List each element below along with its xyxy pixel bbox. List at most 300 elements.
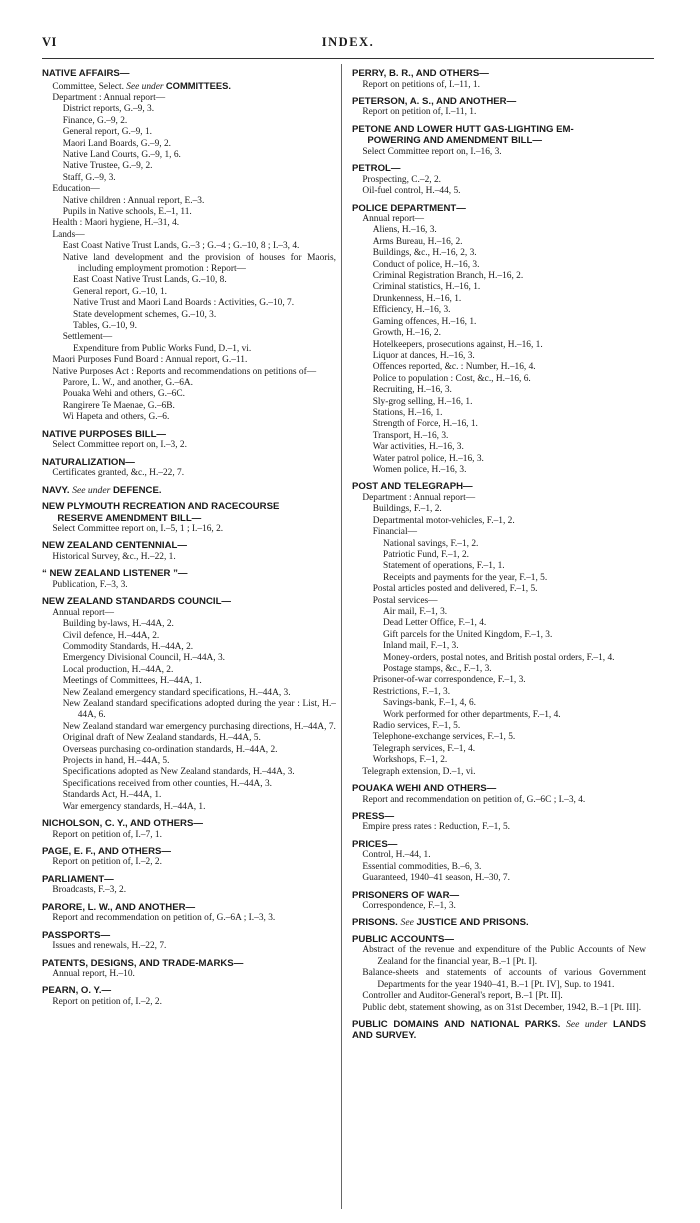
index-entry bbox=[352, 203, 646, 477]
index-line bbox=[352, 561, 646, 572]
entry-heading bbox=[42, 68, 336, 80]
line-text: Broadcasts, F.–3, 2. bbox=[52, 885, 127, 896]
index-line bbox=[352, 408, 646, 419]
entry-heading bbox=[42, 568, 336, 580]
index-line bbox=[352, 698, 646, 709]
index-line bbox=[42, 389, 336, 400]
index-line bbox=[352, 305, 646, 316]
line-text: Sly-grog selling, H.–16, 1. bbox=[372, 396, 473, 407]
index-line bbox=[42, 173, 336, 184]
line-text: Receipts and payments for the year, F.–1, 5. bbox=[383, 572, 548, 583]
line-text: Projects in hand, H.–44A, 5. bbox=[62, 756, 170, 766]
line-text: Report and recommendation on petition of, G.–6A ; I.–3, 3. bbox=[52, 913, 276, 924]
line-text: Air mail, F.–1, 3. bbox=[383, 606, 448, 617]
line-text: New Zealand standard specifications adopted during the year : List, H.–44A, 6. bbox=[62, 698, 336, 721]
index-line bbox=[42, 332, 336, 343]
index-line bbox=[352, 755, 646, 766]
line-text: Police to population : Cost, &c., H.–16, 6. bbox=[372, 373, 531, 384]
line-text: Parore, L. W., and another, G.–6A. bbox=[62, 378, 194, 389]
line-text: Controller and Auditor-General's report, B.–1 [Pt. II]. bbox=[362, 991, 563, 1002]
index-line bbox=[352, 340, 646, 351]
line-text: Publication, F.–3, 3. bbox=[52, 579, 128, 590]
line-text: Drunkenness, H.–16, 1. bbox=[372, 293, 462, 304]
index-line bbox=[42, 790, 336, 801]
index-entry bbox=[42, 457, 336, 480]
index-line bbox=[352, 795, 646, 806]
index-entry bbox=[42, 874, 336, 897]
index-line bbox=[352, 596, 646, 607]
index-line bbox=[42, 412, 336, 423]
heading-text: PRESS— bbox=[352, 810, 395, 822]
index-line bbox=[352, 862, 646, 873]
index-line bbox=[42, 524, 336, 535]
see-reference: See bbox=[400, 917, 414, 929]
line-text: District reports, G.–9, 3. bbox=[62, 104, 155, 115]
heading-text: POUAKA WEHI AND OTHERS— bbox=[352, 783, 497, 795]
heading-text: NEW ZEALAND STANDARDS COUNCIL— bbox=[42, 596, 232, 608]
entry-heading bbox=[42, 846, 336, 858]
line-text: Efficiency, H.–16, 3. bbox=[372, 305, 451, 316]
line-text: Offences reported, &c. : Number, H.–16, 4. bbox=[372, 362, 536, 373]
index-line bbox=[42, 631, 336, 642]
page-number: VI bbox=[42, 35, 57, 49]
index-line bbox=[352, 493, 646, 504]
index-line bbox=[352, 607, 646, 618]
index-line bbox=[42, 619, 336, 630]
index-entry bbox=[42, 930, 336, 953]
index-line bbox=[352, 175, 646, 186]
index-line bbox=[42, 321, 336, 332]
line-text: Water patrol police, H.–16, 3. bbox=[372, 453, 484, 464]
line-text: Inland mail, F.–1, 3. bbox=[383, 641, 459, 652]
index-line bbox=[352, 968, 646, 991]
heading-text: PARLIAMENT— bbox=[42, 873, 114, 885]
index-line bbox=[352, 721, 646, 732]
line-text: Prospecting, C.–2, 2. bbox=[362, 174, 441, 185]
index-line bbox=[42, 802, 336, 813]
line-text: Recruiting, H.–16, 3. bbox=[372, 385, 452, 396]
heading-text: PETROL— bbox=[352, 163, 401, 175]
index-line bbox=[42, 885, 336, 896]
line-text: Strength of Force, H.–16, 1. bbox=[372, 419, 478, 430]
entry-heading bbox=[42, 958, 336, 970]
line-text: Department : Annual report— bbox=[52, 92, 166, 103]
line-text: Select Committee report on, I.–3, 2. bbox=[52, 440, 187, 451]
index-line bbox=[42, 184, 336, 195]
index-line bbox=[42, 552, 336, 563]
heading-text: PASSPORTS— bbox=[42, 929, 111, 941]
index-line bbox=[352, 873, 646, 884]
line-text: Native land development and the provision of houses for Maoris, including employment promotion : Report— bbox=[62, 252, 336, 274]
line-text: Native children : Annual report, E.–3. bbox=[62, 195, 205, 206]
index-line bbox=[352, 504, 646, 515]
line-text: Report on petition of, I.–7, 1. bbox=[52, 829, 162, 840]
heading-text: PRISONERS OF WAR— bbox=[352, 889, 460, 901]
index-line bbox=[42, 580, 336, 591]
line-text: Original draft of New Zealand standards, H.–44A, 5. bbox=[62, 733, 261, 744]
index-entry bbox=[42, 818, 336, 841]
line-text: Certificates granted, &c., H.–22, 7. bbox=[52, 468, 185, 479]
index-line bbox=[42, 367, 336, 378]
heading-text: POST AND TELEGRAPH— bbox=[352, 481, 473, 493]
see-reference: See under bbox=[126, 81, 164, 92]
index-line bbox=[352, 573, 646, 584]
line-text: Overseas purchasing co-ordination standards, H.–44A, 2. bbox=[62, 744, 278, 755]
index-line bbox=[42, 779, 336, 790]
index-line bbox=[352, 362, 646, 373]
line-text: Native Trustee, G.–9, 2. bbox=[62, 161, 153, 172]
index-line bbox=[42, 241, 336, 252]
index-line bbox=[42, 218, 336, 229]
index-line bbox=[352, 385, 646, 396]
entry-heading bbox=[42, 902, 336, 914]
index-line bbox=[42, 310, 336, 321]
index-line bbox=[352, 282, 646, 293]
line-text: Annual report, H.–10. bbox=[52, 969, 135, 980]
line-text: Report on petition of, I.–11, 1. bbox=[362, 107, 477, 118]
line-text: Civil defence, H.–44A, 2. bbox=[62, 630, 160, 641]
line-text: Postage stamps, &c., F.–1, 3. bbox=[383, 663, 492, 674]
line-text: New Zealand emergency standard specifications, H.–44A, 3. bbox=[62, 687, 291, 698]
index-line bbox=[352, 260, 646, 271]
index-line bbox=[352, 107, 646, 118]
index-line bbox=[42, 401, 336, 412]
index-line bbox=[352, 80, 646, 91]
index-line bbox=[352, 294, 646, 305]
line-text: East Coast Native Trust Lands, G.–3 ; G.–4 ; G.–10, 8 ; I.–3, 4. bbox=[62, 241, 300, 252]
cross-reference: DEFENCE. bbox=[113, 484, 162, 496]
index-entry bbox=[352, 783, 646, 806]
index-entry bbox=[352, 163, 646, 197]
index-entry bbox=[352, 481, 646, 778]
heading-text: NEW PLYMOUTH RECREATION AND RACECOURSE bbox=[42, 501, 280, 512]
index-entry bbox=[42, 485, 336, 497]
heading-text: NATIVE AFFAIRS— bbox=[42, 68, 130, 79]
index-entry bbox=[42, 568, 336, 591]
line-text: Select Committee report on, I.–16, 3. bbox=[362, 146, 502, 157]
entry-heading bbox=[352, 783, 646, 795]
line-text: Settlement— bbox=[62, 332, 113, 343]
entry-heading bbox=[42, 540, 336, 552]
line-text: Correspondence, F.–1, 3. bbox=[362, 901, 456, 912]
line-text: Control, H.–44, 1. bbox=[362, 850, 431, 861]
heading-text: “ NEW ZEALAND LISTENER ”— bbox=[42, 568, 188, 580]
index-line bbox=[42, 207, 336, 218]
index-entry bbox=[42, 68, 336, 424]
line-text: Annual report— bbox=[362, 214, 425, 225]
index-line bbox=[352, 465, 646, 476]
cross-reference: LANDS AND SURVEY. bbox=[352, 1018, 646, 1042]
index-line bbox=[352, 214, 646, 225]
entry-heading bbox=[352, 481, 646, 493]
entry-heading bbox=[352, 163, 646, 175]
index-line bbox=[42, 230, 336, 241]
index-line bbox=[42, 699, 336, 722]
line-text: War emergency standards, H.–44A, 1. bbox=[62, 801, 206, 812]
line-text: Report on petition of, I.–2, 2. bbox=[52, 996, 162, 1007]
index-line bbox=[352, 901, 646, 912]
index-line bbox=[352, 419, 646, 430]
line-text: Gift parcels for the United Kingdom, F.–1, 3. bbox=[383, 629, 553, 640]
index-line bbox=[42, 608, 336, 619]
line-text: Women police, H.–16, 3. bbox=[372, 464, 467, 475]
entry-heading bbox=[42, 485, 336, 497]
line-text: Postal services— bbox=[372, 595, 438, 606]
line-text: Annual report— bbox=[52, 607, 115, 618]
heading-text: PETONE AND LOWER HUTT GAS-LIGHTING EM- bbox=[352, 123, 574, 135]
index-line bbox=[352, 641, 646, 652]
heading-text: PRICES— bbox=[352, 838, 398, 850]
heading-text: NAVY. bbox=[42, 484, 70, 496]
index-line bbox=[352, 618, 646, 629]
line-text: Prisoner-of-war correspondence, F.–1, 3. bbox=[372, 675, 526, 686]
index-line bbox=[42, 745, 336, 756]
line-text: Money-orders, postal notes, and British postal orders, F.–1, 4. bbox=[383, 652, 615, 663]
line-text: Tables, G.–10, 9. bbox=[73, 321, 137, 332]
index-line bbox=[42, 150, 336, 161]
line-text: Oil-fuel control, H.–44, 5. bbox=[362, 186, 461, 197]
line-text: Historical Survey, &c., H.–22, 1. bbox=[52, 551, 176, 562]
index-line bbox=[42, 941, 336, 952]
index-line bbox=[42, 104, 336, 115]
index-line bbox=[42, 196, 336, 207]
line-text: Issues and renewals, H.–22, 7. bbox=[52, 941, 167, 952]
line-text: Specifications adopted as New Zealand standards, H.–44A, 3. bbox=[62, 767, 295, 778]
entry-heading bbox=[42, 596, 336, 608]
line-text: Expenditure from Public Works Fund, D.–1, vi. bbox=[73, 343, 252, 354]
line-text: Stations, H.–16, 1. bbox=[372, 407, 443, 418]
index-line bbox=[352, 767, 646, 778]
line-text: Telephone-exchange services, F.–1, 5. bbox=[372, 732, 516, 743]
line-text: Emergency Divisional Council, H.–44A, 3. bbox=[62, 653, 225, 664]
line-text: Commodity Standards, H.–44A, 2. bbox=[62, 641, 194, 652]
line-text: Staff, G.–9, 3. bbox=[62, 172, 116, 183]
entry-heading bbox=[42, 930, 336, 942]
page-title: INDEX. bbox=[321, 35, 375, 49]
line-text: Criminal statistics, H.–16, 1. bbox=[372, 282, 481, 293]
index-entry bbox=[352, 917, 646, 929]
entry-heading bbox=[42, 501, 336, 524]
index-line bbox=[352, 147, 646, 158]
line-text: Public debt, statement showing, as on 31st December, 1942, B.–1 [Pt. III]. bbox=[362, 1002, 642, 1013]
entry-heading bbox=[352, 1019, 646, 1042]
index-line bbox=[42, 688, 336, 699]
line-text: East Coast Native Trust Lands, G.–10, 8. bbox=[73, 275, 227, 286]
line-text: Committee, Select. bbox=[52, 81, 124, 92]
index-line bbox=[42, 733, 336, 744]
line-text: Patriotic Fund, F.–1, 2. bbox=[383, 549, 469, 560]
cross-reference: JUSTICE AND PRISONS. bbox=[416, 917, 529, 929]
line-text: Health : Maori hygiene, H.–31, 4. bbox=[52, 218, 180, 229]
line-text: Wi Hapeta and others, G.–6. bbox=[62, 412, 170, 423]
see-reference: See under bbox=[566, 1018, 608, 1030]
index-line bbox=[352, 248, 646, 259]
heading-text: NICHOLSON, C. Y., AND OTHERS— bbox=[42, 818, 203, 830]
heading-text: NEW ZEALAND CENTENNIAL— bbox=[42, 540, 187, 552]
line-text: Meetings of Committees, H.–44A, 1. bbox=[62, 676, 202, 687]
column-divider bbox=[341, 64, 342, 1209]
header-rule bbox=[42, 58, 654, 59]
index-line bbox=[42, 913, 336, 924]
line-text: Lands— bbox=[52, 229, 85, 240]
index-line bbox=[42, 642, 336, 653]
index-entry bbox=[42, 501, 336, 535]
index-line bbox=[42, 969, 336, 980]
index-entry bbox=[42, 596, 336, 813]
line-text: Guaranteed, 1940–41 season, H.–30, 7. bbox=[362, 873, 510, 884]
index-entry bbox=[352, 124, 646, 158]
index-line bbox=[352, 630, 646, 641]
line-text: Financial— bbox=[372, 527, 417, 538]
index-line bbox=[352, 351, 646, 362]
index-line bbox=[352, 687, 646, 698]
entry-heading bbox=[42, 874, 336, 886]
line-text: Finance, G.–9, 2. bbox=[62, 115, 128, 126]
index-line bbox=[352, 653, 646, 664]
entry-heading bbox=[352, 811, 646, 823]
entry-heading bbox=[352, 917, 646, 929]
entry-heading bbox=[352, 839, 646, 851]
index-entry bbox=[352, 68, 646, 91]
index-line bbox=[352, 744, 646, 755]
line-text: Telegraph extension, D.–1, vi. bbox=[362, 766, 476, 777]
index-line bbox=[352, 710, 646, 721]
line-text: Pupils in Native schools, E.–1, 11. bbox=[62, 206, 192, 217]
index-line bbox=[352, 539, 646, 550]
index-line bbox=[42, 287, 336, 298]
index-line bbox=[42, 857, 336, 868]
index-line bbox=[352, 431, 646, 442]
index-line bbox=[352, 664, 646, 675]
line-text: Criminal Registration Branch, H.–16, 2. bbox=[372, 271, 524, 282]
line-text: Restrictions, F.–1, 3. bbox=[372, 686, 451, 697]
index-line bbox=[352, 397, 646, 408]
index-line bbox=[42, 355, 336, 366]
line-text: Local production, H.–44A, 2. bbox=[62, 664, 174, 675]
index-line bbox=[42, 653, 336, 664]
index-line bbox=[352, 317, 646, 328]
index-line bbox=[352, 584, 646, 595]
cross-reference: COMMITTEES. bbox=[165, 79, 231, 91]
line-text: Buildings, &c., H.–16, 2, 3. bbox=[372, 248, 477, 259]
index-entry bbox=[352, 934, 646, 1014]
see-reference: See under bbox=[72, 484, 111, 496]
line-text: Abstract of the revenue and expenditure of the Public Accounts of New Zealand for the financial year, B.–1 [Pt. I]. bbox=[362, 945, 646, 967]
index-line bbox=[352, 516, 646, 527]
index-line bbox=[352, 186, 646, 197]
heading-text: PARORE, L. W., AND ANOTHER— bbox=[42, 901, 196, 913]
index-entry bbox=[42, 540, 336, 563]
index-line bbox=[352, 237, 646, 248]
index-line bbox=[352, 822, 646, 833]
index-line bbox=[42, 676, 336, 687]
index-line bbox=[352, 991, 646, 1002]
line-text: Native Land Courts, G.–9, 1, 6. bbox=[62, 149, 181, 160]
index-entry bbox=[42, 958, 336, 981]
index-line bbox=[352, 527, 646, 538]
line-text: Arms Bureau, H.–16, 2. bbox=[372, 236, 463, 247]
line-text: Growth, H.–16, 2. bbox=[372, 328, 441, 339]
heading-continuation: POWERING AND AMENDMENT BILL— bbox=[367, 135, 542, 147]
index-line bbox=[352, 550, 646, 561]
heading-continuation: RESERVE AMENDMENT BILL— bbox=[57, 512, 202, 524]
entry-heading bbox=[42, 985, 336, 997]
entry-heading bbox=[352, 68, 646, 80]
index-column-left bbox=[42, 68, 336, 1013]
index-entry bbox=[42, 902, 336, 925]
line-text: Work performed for other departments, F.–1, 4. bbox=[383, 709, 561, 720]
line-text: Building by-laws, H.–44A, 2. bbox=[62, 619, 174, 630]
line-text: Radio services, F.–1, 5. bbox=[372, 721, 461, 731]
line-text: Education— bbox=[52, 184, 100, 195]
line-text: Rangirere Te Maenae, G.–6B. bbox=[62, 400, 175, 411]
heading-text: PAGE, E. F., AND OTHERS— bbox=[42, 845, 171, 857]
line-text: Report and recommendation on petition of, G.–6C ; I.–3, 4. bbox=[362, 794, 586, 805]
heading-text: PUBLIC ACCOUNTS— bbox=[352, 933, 454, 945]
line-text: Maori Land Boards, G.–9, 2. bbox=[62, 138, 172, 149]
index-line bbox=[42, 116, 336, 127]
heading-text: NATURALIZATION— bbox=[42, 456, 135, 468]
index-line bbox=[42, 440, 336, 451]
line-text: Savings-bank, F.–1, 4, 6. bbox=[383, 698, 477, 709]
index-line bbox=[352, 374, 646, 385]
index-line bbox=[42, 756, 336, 767]
line-text: Dead Letter Office, F.–1, 4. bbox=[383, 618, 487, 629]
index-entry bbox=[352, 839, 646, 885]
index-entry bbox=[352, 1019, 646, 1042]
line-text: New Zealand standard war emergency purchasing directions, H.–44A, 7. bbox=[62, 721, 336, 732]
index-column-right bbox=[352, 68, 646, 1047]
index-line bbox=[352, 675, 646, 686]
line-text: Essential commodities, B.–6, 3. bbox=[362, 861, 482, 872]
line-text: Buildings, F.–1, 2. bbox=[372, 504, 442, 515]
line-text: Empire press rates : Reduction, F.–1, 5. bbox=[362, 822, 511, 833]
index-line bbox=[42, 468, 336, 479]
line-text: War activities, H.–16, 3. bbox=[372, 442, 464, 453]
index-entry bbox=[352, 890, 646, 913]
line-text: Hotelkeepers, prosecutions against, H.–16, 1. bbox=[372, 339, 543, 350]
index-line bbox=[42, 139, 336, 150]
index-line bbox=[42, 722, 336, 733]
line-text: Native Purposes Act : Reports and recommendations on petitions of— bbox=[52, 366, 317, 377]
index-line bbox=[42, 253, 336, 276]
heading-text: PUBLIC DOMAINS AND NATIONAL PARKS. bbox=[352, 1018, 561, 1030]
line-text: Aliens, H.–16, 3. bbox=[372, 225, 437, 236]
line-text: Workshops, F.–1, 2. bbox=[372, 755, 448, 766]
index-line bbox=[42, 830, 336, 841]
index-line bbox=[352, 454, 646, 465]
entry-heading bbox=[42, 818, 336, 830]
entry-heading bbox=[352, 124, 646, 147]
line-text: Maori Purposes Fund Board : Annual report, G.–11. bbox=[52, 355, 248, 366]
heading-text: PETERSON, A. S., AND ANOTHER— bbox=[352, 95, 517, 107]
line-text: Gaming offences, H.–16, 1. bbox=[372, 316, 477, 327]
line-text: Pouaka Wehi and others, G.–6C. bbox=[62, 389, 185, 400]
index-line bbox=[352, 225, 646, 236]
heading-text: NATIVE PURPOSES BILL— bbox=[42, 428, 167, 440]
line-text: State development schemes, G.–10, 3. bbox=[73, 309, 217, 320]
index-line bbox=[42, 665, 336, 676]
index-line bbox=[352, 945, 646, 968]
line-text: Native Trust and Maori Land Boards : Activities, G.–10, 7. bbox=[73, 298, 295, 309]
heading-text: PEARN, O. Y.— bbox=[42, 985, 112, 997]
entry-heading bbox=[42, 429, 336, 441]
line-text: Transport, H.–16, 3. bbox=[372, 430, 449, 441]
line-text: National savings, F.–1, 2. bbox=[383, 538, 479, 549]
line-text: General report, G.–9, 1. bbox=[62, 127, 152, 138]
entry-heading bbox=[42, 457, 336, 469]
index-line bbox=[352, 328, 646, 339]
